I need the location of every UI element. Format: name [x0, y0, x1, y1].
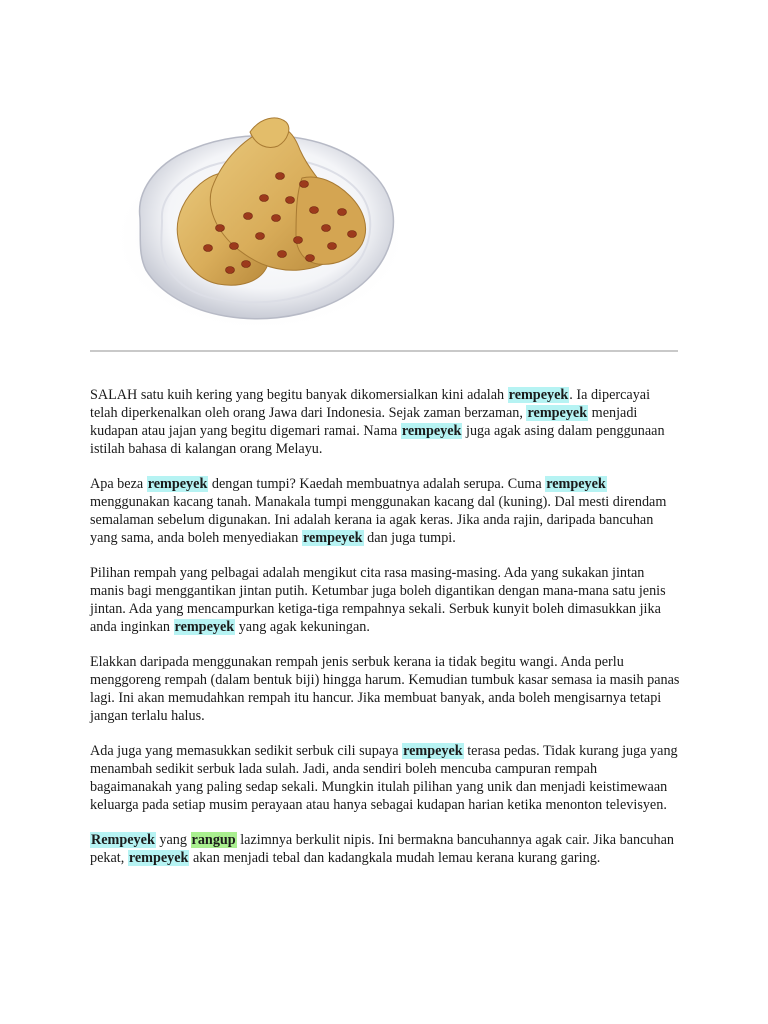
text-run: Elakkan daripada menggunakan rempah jenis serbuk kerana ia tidak begitu wangi. Anda perlu menggoreng rempah (dalam bentuk biji) hingga harum. Kemudian tumbuk kasar semasa ia masih panas lagi. Ini akan memudahkan rempah itu hancur. Jika membuat banyak, anda boleh mengisarnya tetapi jangan terlalu halus.	[90, 654, 680, 724]
paragraph	[90, 475, 680, 547]
text-run: juga agak asing dalam penggunaan istilah bahasa di kalangan orang Melayu.	[90, 423, 665, 457]
text-run: lazimnya berkulit nipis. Ini bermakna bancuhannya agak cair. Jika bancuhan pekat,	[90, 832, 674, 866]
highlighted-keyword: rempeyek	[401, 423, 462, 439]
text-run: terasa pedas. Tidak kurang juga yang menambah sedikit serbuk lada sulah. Jadi, anda sendiri boleh mencuba campuran rempah bagaimanakah yang paling sedap sekali. Mungkin itulah pilihan yang unik dan menjadi keistimewaan keluarga pada setiap musim perayaan atau hanya sebagai kudapan harian ketika menonton televisyen.	[90, 743, 678, 813]
text-run: menggunakan kacang tanah. Manakala tumpi menggunakan kacang dal (kuning). Dal mesti direndam semalaman sebelum digunakan. Ini adalah kerana ia agak keras. Jika anda rajin, daripada bancuhan yang sama, anda boleh menyediakan	[90, 494, 667, 546]
text-run: SALAH satu kuih kering yang begitu banyak dikomersialkan kini adalah	[90, 387, 508, 403]
text-run: dengan tumpi? Kaedah membuatnya adalah serupa. Cuma	[208, 476, 546, 492]
paragraph	[90, 564, 680, 636]
paragraph	[90, 386, 680, 458]
rempeyek-photo	[100, 88, 405, 338]
highlighted-keyword: rempeyek	[128, 850, 189, 866]
paragraph	[90, 831, 680, 867]
text-run: yang	[155, 832, 191, 848]
highlighted-keyword-green: rangup	[191, 832, 236, 848]
text-run: dan juga tumpi.	[363, 530, 456, 546]
paragraph	[90, 653, 680, 725]
highlighted-keyword: rempeyek	[527, 405, 588, 421]
highlighted-keyword: rempeyek	[174, 619, 235, 635]
text-run: Ada juga yang memasukkan sedikit serbuk cili supaya	[90, 743, 403, 759]
highlighted-keyword: rempeyek	[546, 476, 606, 492]
highlighted-keyword: rempeyek	[403, 743, 463, 759]
text-run: Pilihan rempah yang pelbagai adalah mengikut cita rasa masing-masing. Ada yang sukakan jintan manis bagi menggantikan jintan putih. Ketumbar juga boleh digantikan dengan mana-mana satu jenis jintan. Ada yang mencampurkan ketiga-tiga rempahnya sekali. Serbuk kunyit boleh dimasukkan jika anda inginkan	[90, 565, 666, 635]
highlighted-keyword: rempeyek	[508, 387, 569, 403]
text-run: yang agak kekuningan.	[235, 619, 370, 635]
paragraph	[90, 742, 680, 814]
text-run: akan menjadi tebal dan kadangkala mudah lemau kerana kurang garing.	[189, 850, 601, 866]
highlighted-keyword: rempeyek	[302, 530, 363, 546]
text-run: Apa beza	[90, 476, 147, 492]
highlighted-keyword: Rempeyek	[91, 832, 155, 848]
highlighted-keyword: rempeyek	[147, 476, 208, 492]
text-run: menjadi kudapan atau jajan yang begitu digemari ramai. Nama	[90, 405, 638, 439]
text-run: . Ia dipercayai telah diperkenalkan oleh orang Jawa dari Indonesia. Sejak zaman berzaman,	[90, 387, 651, 421]
article-body	[90, 386, 680, 884]
horizontal-divider	[90, 350, 678, 352]
